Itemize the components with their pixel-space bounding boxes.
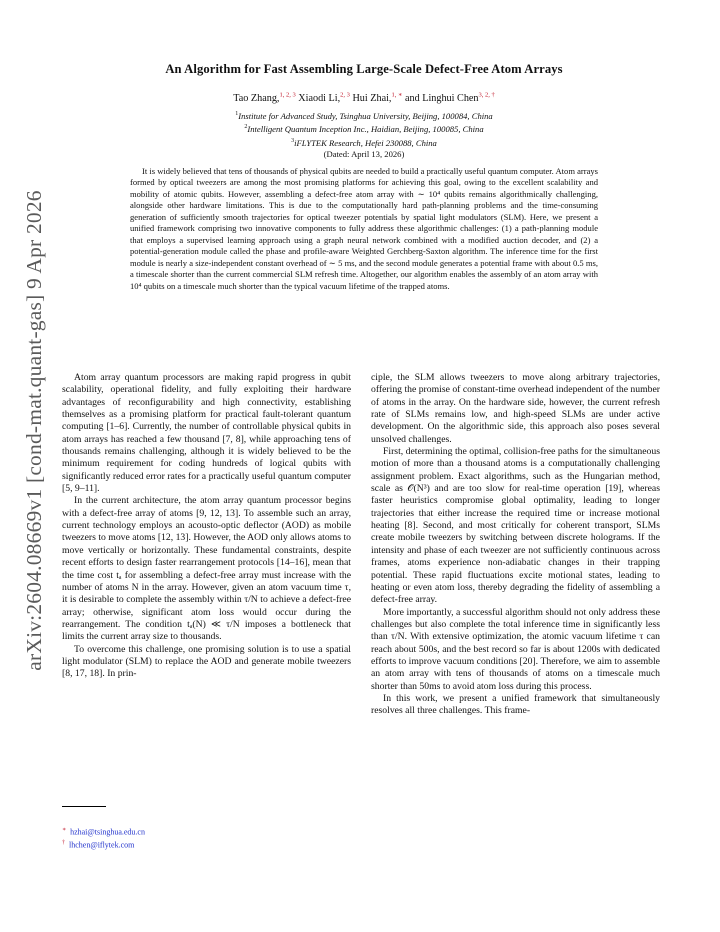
paragraph: More importantly, a successful algorithm should not only address these challenges but also complete the total inference time in significantly less than τ/N. With extensive optimization, the atomic vacuum lifetime τ can reach about 500s, and the best record so far is about 1200s with dedicated efforts to improve vacuum conditions [20]. Therefore, we aim to assemble an atom array with tens of thousands of atoms on a timescale much shorter than 50ms to avoid atom loss during this process.	[371, 606, 660, 692]
body-column-left	[62, 372, 351, 681]
arxiv-identifier	[17, 189, 51, 671]
paper-title: An Algorithm for Fast Assembling Large-Scale Defect-Free Atom Arrays	[165, 62, 563, 76]
paragraph: To overcome this challenge, one promising solution is to use a spatial light modulator (SLM) to replace the AOD and generate mobile tweezers [8, 17, 18]. In prin-	[62, 643, 351, 680]
paragraph: In this work, we present a unified framework that simultaneously resolves all three challenges. This frame-	[371, 692, 660, 717]
body-column-right	[371, 372, 660, 718]
affiliation: $^2$Intelligent Quantum Inception Inc., Haidian, Beijing, 100085, China	[244, 124, 484, 135]
paragraph: Atom array quantum processors are making rapid progress in qubit scalability, operational fidelity, and fully exploiting their hardware advantages of reconfigurability and high connectivity, establishing themselves as a promising platform for practical fault-tolerant quantum computing [1–6]. Currently, the number of controllable physical qubits in atom arrays has reached a few thousand [7, 8], while approaching tens of thousands remains challenging, although it is widely believed to be the minimum requirement for coding hundreds of logical qubits with significantly reduced error rates for a practically useful quantum computer [5, 9–11].	[62, 372, 351, 495]
author: Tao Zhang,$^{1, 2, 3}$	[233, 92, 296, 105]
author: Hui Zhai,$^{1, ∗}$ and	[352, 92, 423, 105]
footnote-divider	[62, 806, 106, 807]
paragraph: First, determining the optimal, collision-free paths for the simultaneous motion of more than a thousand atoms is a computationally challenging assignment problem. Exact algorithms, such as the Hungarian method, scale as 𝒪(N³) and are too slow for real-time operation [19], whereas faster heuristics compromise global optimality, leading to longer trajectories that either increase the required time or increase motional heating [8]. Second, and most critically for coherent transport, SLMs create mobile tweezers by switching between discrete holograms. If the intensity and phase of each tweezer are not sufficiently continuous across frames, atoms experience non-adiabatic changes in their trapping potential. These rapid fluctuations excite motional states, leading to heating or even atom loss, thereby degrading the fidelity of assembling a defect-free array.	[371, 446, 660, 606]
affiliation: $^3$iFLYTEK Research, Hefei 230088, China	[291, 137, 437, 148]
email-link[interactable]: lhchen@iflytek.com	[69, 840, 135, 850]
author: Linghui Chen$^{3, 2, \dagger}$	[422, 92, 495, 105]
email-link[interactable]: hzhai@tsinghua.edu.cn	[70, 827, 145, 837]
date-line: (Dated: April 13, 2026)	[323, 149, 405, 160]
arxiv-identifier-text: arXiv:2604.08669v1 [cond-mat.quant-gas] 9 Apr 2026	[21, 189, 46, 671]
paragraph: In the current architecture, the atom array quantum processor begins with a defect-free array of atoms [9, 12, 13]. To assemble such an array, current technology employs an acousto-optic deflector (AOD) as mobile tweezers to move atoms [12, 13]. However, the AOD only allows atoms to move vertically or horizontally. These fundamental constraints, despite recent efforts to design faster rearrangement protocols [14–16], mean that the time cost tₐ for assembling a defect-free array must increase with the number of atoms N in the array. However, given an atom vacuum time τ, it is desirable to complete the assembly within τ/N to achieve a defect-free array; otherwise, significant atom loss would occur during the rearrangement. The condition tₐ(N) ≪ τ/N imposes a bottleneck that limits the current array size to thousands.	[62, 495, 351, 643]
affiliations	[100, 109, 628, 161]
footnote: † lhchen@iflytek.com	[62, 839, 135, 850]
affiliation: $^1$Institute for Advanced Study, Tsinghua University, Beijing, 100084, China	[235, 110, 493, 121]
abstract: It is widely believed that tens of thousands of physical qubits are needed to build a practically useful quantum computer. Atom arrays formed by optical tweezers are among the most promising platforms for achieving this goal, owing to the excellent scalability and mobility of atomic qubits. However, assembling a defect-free atom array with ∼ 10⁴ qubits remains algorithmically challenging, alongside other hardware limitations. This is due to the computationally hard path-planning problems and the time-consuming generation of sufficiently smooth trajectories for optical tweezer potentials by spatial light modulators (SLM). Here, we present a unified framework comprising two innovative components to fully address these algorithmic challenges: (1) a path-planning module that employs a supervised learning approach using a graph neural network combined with a modified auction decoder, and (2) a potential-generation module called the phase and profile-aware Weighted Gerchberg-Saxton algorithm. The inference time for the first module is nearly a size-independent constant overhead of ∼ 5 ms, and the second module generates a potential frame with about 0.5 ms, a timescale shorter than the current commercial SLM refresh time. Altogether, our algorithm enables the assembly of an atom array with 10⁴ qubits on a timescale much shorter than the typical vacuum lifetime of the trapped atoms.	[130, 166, 598, 291]
footnotes	[62, 825, 342, 850]
author: Xiaodi Li,$^{2, 3}$	[298, 92, 350, 105]
paragraph: ciple, the SLM allows tweezers to move along arbitrary trajectories, offering the promise of constant-time overhead independent of the number of atoms in the array. On the hardware side, however, the current refresh rate of SLMs remains low, and high-speed SLMs are under active development. On the algorithmic side, this approach also poses several unsolved challenges.	[371, 372, 661, 445]
footnote: ∗ hzhai@tsinghua.edu.cn	[62, 827, 145, 837]
author-list	[100, 91, 628, 104]
